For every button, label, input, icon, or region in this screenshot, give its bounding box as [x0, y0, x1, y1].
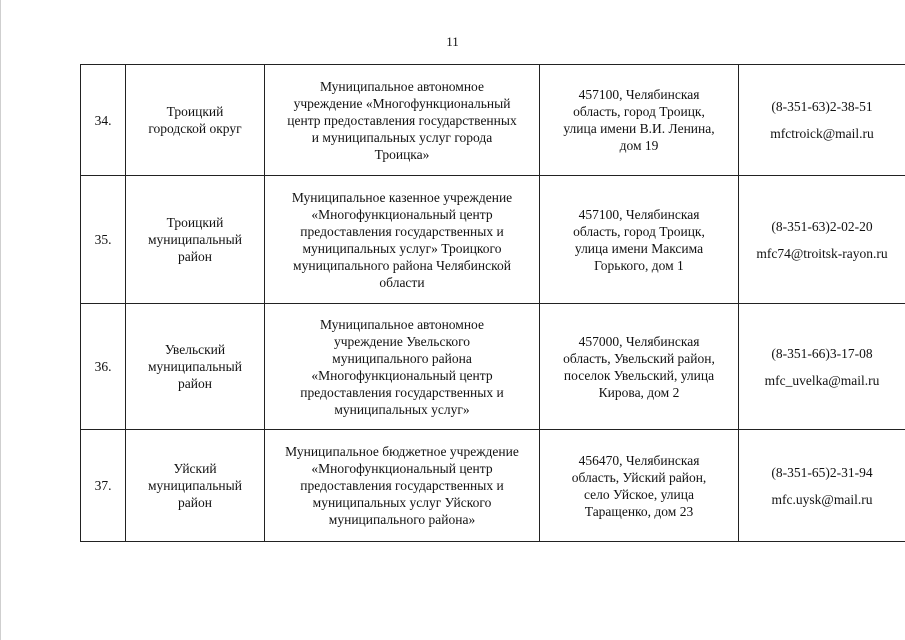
- organization-line: учреждение Увельского: [333, 333, 471, 349]
- organization-cell: [265, 176, 540, 304]
- address-line: улица имени В.И. Ленина,: [563, 121, 715, 136]
- address-line: Таращенко, дом 23: [584, 503, 694, 519]
- organization-line: Муниципальное казенное учреждение: [291, 189, 513, 205]
- contact-spacer: [743, 362, 901, 372]
- address-line: Горького, дом 1: [594, 257, 684, 273]
- address-line: область, Увельский район,: [563, 350, 715, 366]
- email-address: mfc_uvelka@mail.ru: [764, 372, 880, 388]
- address-line: 457100, Челябинская: [578, 87, 700, 102]
- organization-line: «Многофункциональный центр: [311, 367, 493, 383]
- organization-line: муниципального района: [332, 350, 472, 366]
- address-line: улица имени Максима: [574, 240, 704, 256]
- organization-line: муниципальных услуг Уйского: [312, 495, 492, 510]
- table-row: [81, 430, 905, 542]
- district-line: район: [178, 249, 212, 264]
- row-number: 36.: [81, 304, 126, 430]
- district-line: район: [178, 376, 212, 391]
- email-address: mfc74@troitsk-rayon.ru: [756, 245, 888, 261]
- organization-line: области: [379, 274, 425, 290]
- organization-line: «Многофункциональный центр: [311, 461, 493, 476]
- organization-line: муниципальных услуг» Троицкого: [302, 240, 502, 256]
- address-line: 457000, Челябинская: [578, 333, 700, 349]
- contact-spacer: [743, 115, 901, 125]
- mfc-table-body: [81, 65, 905, 542]
- address-line: дом 19: [619, 138, 659, 153]
- district-line: район: [178, 495, 212, 510]
- address-cell: [540, 304, 739, 430]
- organization-line: предоставления государственных и: [300, 223, 504, 239]
- page-number: 11: [446, 34, 459, 49]
- contact-cell: [739, 430, 905, 542]
- phone-number: (8-351-65)2-31-94: [771, 464, 873, 480]
- district-line: Уйский: [173, 461, 217, 476]
- contact-cell: [739, 65, 905, 176]
- contact-spacer: [743, 235, 901, 245]
- contact-spacer: [743, 481, 901, 491]
- organization-line: учреждение «Многофункциональный: [293, 95, 511, 111]
- address-line: 457100, Челябинская: [578, 206, 700, 222]
- organization-line: центр предоставления государственных: [287, 112, 517, 128]
- email-address: mfctroick@mail.ru: [770, 126, 874, 141]
- address-line: 456470, Челябинская: [578, 452, 700, 468]
- phone-number: (8-351-66)3-17-08: [771, 345, 873, 361]
- organization-line: муниципального района Челябинской: [293, 257, 511, 273]
- phone-number: (8-351-63)2-02-20: [771, 218, 873, 234]
- district-line: муниципальный: [148, 478, 242, 493]
- contact-cell: [739, 304, 905, 430]
- organization-cell: [265, 65, 540, 176]
- organization-line: Муниципальное бюджетное учреждение: [285, 444, 519, 459]
- organization-line: Муниципальное автономное: [320, 78, 484, 94]
- organization-line: и муниципальных услуг города: [311, 129, 493, 145]
- address-cell: [540, 430, 739, 542]
- organization-line: муниципального района»: [328, 512, 476, 527]
- district-line: Увельский: [164, 342, 226, 357]
- mfc-table: [80, 64, 905, 542]
- address-line: Кирова, дом 2: [598, 384, 680, 400]
- address-cell: [540, 176, 739, 304]
- address-line: область, город Троицк,: [573, 104, 705, 119]
- address-line: область, Уйский район,: [571, 469, 707, 485]
- district-line: Троицкий: [166, 104, 224, 119]
- organization-line: Муниципальное автономное: [320, 316, 484, 332]
- table-row: [81, 176, 905, 304]
- address-cell: [540, 65, 739, 176]
- district-line: муниципальный: [148, 359, 242, 374]
- contact-cell: [739, 176, 905, 304]
- email-address: mfc.uysk@mail.ru: [771, 491, 873, 507]
- district-line: городской округ: [148, 121, 242, 136]
- district-line: Троицкий: [166, 215, 224, 230]
- district-line: муниципальный: [148, 232, 242, 247]
- organization-line: предоставления государственных и: [300, 384, 504, 400]
- row-number: 34.: [81, 65, 126, 176]
- page-left-edge: [0, 0, 1, 640]
- district-cell: [126, 304, 265, 430]
- organization-cell: [265, 304, 540, 430]
- district-cell: [126, 65, 265, 176]
- address-line: область, город Троицк,: [573, 223, 705, 239]
- row-number: 35.: [81, 176, 126, 304]
- organization-line: предоставления государственных и: [300, 478, 504, 493]
- district-cell: [126, 176, 265, 304]
- organization-line: «Многофункциональный центр: [311, 206, 493, 222]
- district-cell: [126, 430, 265, 542]
- row-number: 37.: [81, 430, 126, 542]
- address-line: село Уйское, улица: [584, 486, 694, 502]
- organization-line: муниципальных услуг»: [334, 401, 470, 417]
- phone-number: (8-351-63)2-38-51: [771, 99, 873, 114]
- organization-cell: [265, 430, 540, 542]
- table-row: [81, 65, 905, 176]
- organization-line: Троицка»: [374, 146, 430, 162]
- address-line: поселок Увельский, улица: [563, 367, 715, 383]
- table-row: [81, 304, 905, 430]
